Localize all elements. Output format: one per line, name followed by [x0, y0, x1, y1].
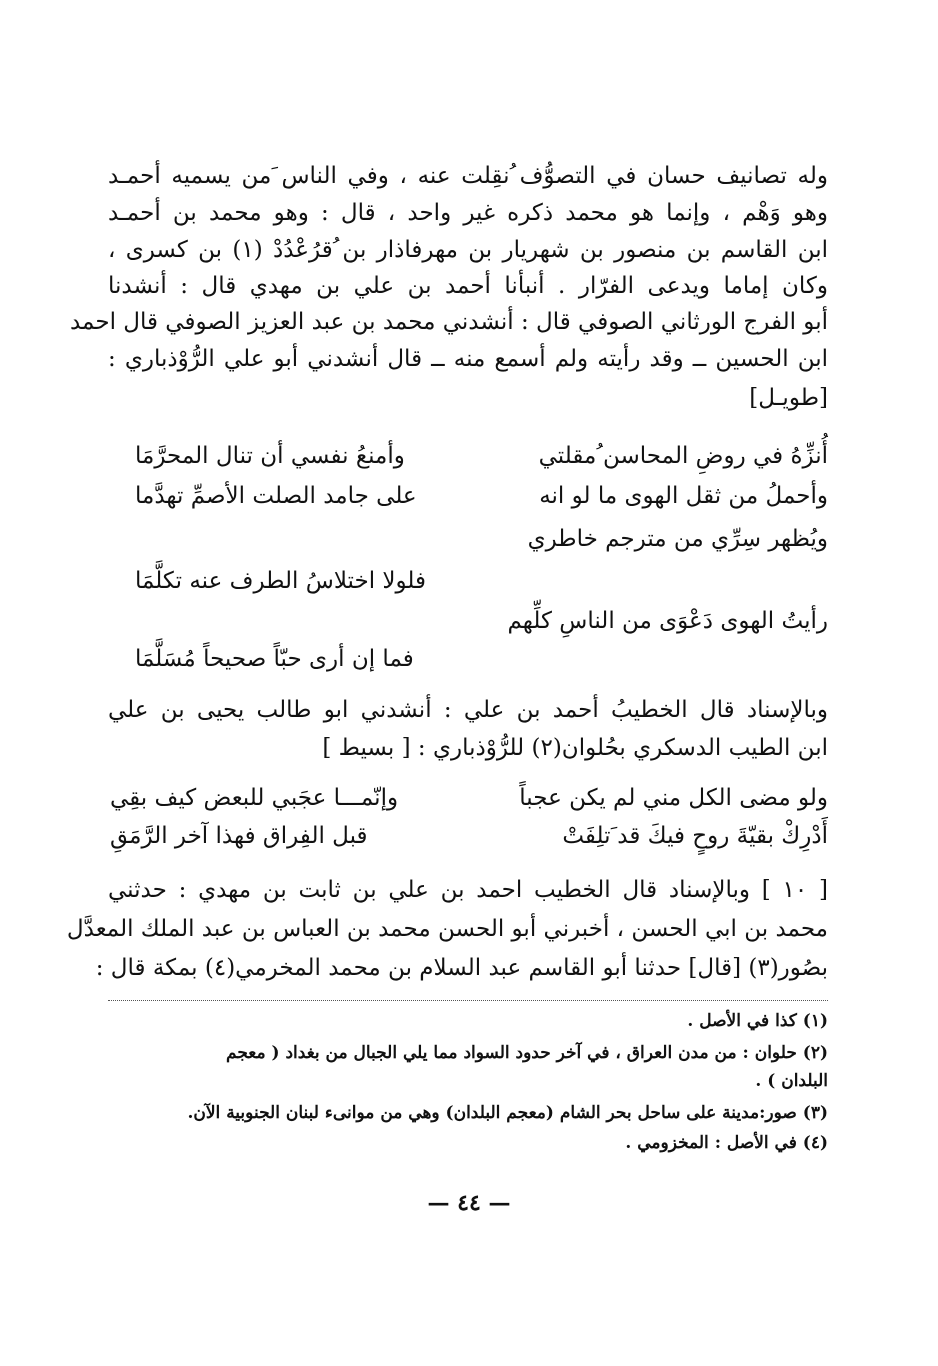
text-line: وهو وَهْم ، وإنما هو محمد ذكره غير واحد ، قال : وهو محمد بن أحمـد	[108, 200, 828, 226]
verse-hemistich-right: وأحملُ من ثقل الهوى ما لو انه	[539, 483, 828, 509]
verse-hemistich-right: أُنزِّهُ في روضِ المحاسن ُمقلتي	[538, 443, 828, 469]
text-line: وبالإسناد قال الخطيبُ أحمد بن علي : أنشدني ابو طالب يحيى بن علي	[108, 697, 828, 723]
verse-hemistich-left: قبل الفِراق فهذا آخر الرَّمَقِ	[110, 823, 368, 849]
text-line: ابن القاسم بن منصور بن شهريار بن مهرفاذار بن ُقرُعْدُدْ (١) بن كسرى ،	[108, 237, 828, 263]
footnote-separator	[108, 1000, 828, 1001]
footnote: (٤) في الأصل : المخزومي .	[625, 1133, 828, 1153]
footnote: (٢) حلوان : من مدن العراق ، في آخر حدود السواد مما يلي الجبال من بغداد ( معجم	[226, 1043, 828, 1063]
footnote: (١) كذا في الأصل .	[687, 1011, 828, 1031]
verse-hemistich-left: وإنّمـــا عجَبي للبعض كيف بقِي	[110, 785, 399, 811]
verse-hemistich-right: ولو مضى الكل مني لم يكن عجباً	[519, 785, 828, 811]
meter-label: [طويـل]	[749, 385, 828, 411]
text-line: وله تصانيف حسان في التصوُّف ُنقِلت عنه ، وفي الناس َمن يسميه أحمـد	[108, 163, 828, 189]
verse-hemistich-right: أَدْرِكْ بقيّةَ روحٍ فيكَ قد َتلِفَتْ	[562, 823, 828, 849]
page-number: — ٤٤ —	[427, 1190, 511, 1216]
text-line: ابن الطيب الدسكري بحُلوان(٢) للرُّوْذباري : [ بسيط ]	[322, 735, 828, 761]
text-line: ابن الحسين ــ وقد رأيته ولم أسمع منه ــ قال أنشدني أبو علي الرُّوْذباري :	[108, 346, 828, 372]
verse-hemistich-left: على جامد الصلت الأصمِّ تهدَّما	[135, 483, 417, 509]
text-line: بصُور(٣) [قال] حدثنا أبو القاسم عبد السلام بن محمد المخرمي(٤) بمكة قال :	[95, 955, 828, 981]
verse-hemistich-left: فلولا اختلاسُ الطرف عنه تكلَّمَا	[135, 568, 427, 594]
verse-hemistich-left: فما إن أرى حبّاً صحيحاً مُسَلَّمَا	[135, 646, 414, 672]
verse-hemistich-left: وأمنعُ نفسي أن تنال المحرَّمَا	[135, 443, 405, 469]
text-line: [ ١٠ ] وبالإسناد قال الخطيب احمد بن علي بن ثابت بن مهدي : حدثني	[108, 877, 828, 903]
verse-hemistich-right: رأيتُ الهوى دَعْوَى من الناسِ كلِّهم	[507, 608, 828, 634]
verse-hemistich-right: ويُظهر سِرِّي من مترجم خاطري	[527, 526, 828, 552]
footnote: (٣) صور:مدينة على ساحل بحر الشام (معجم البلدان) وهي من موانىء لبنان الجنوبية الآن.	[187, 1103, 828, 1123]
footnote: البلدان ) .	[755, 1071, 828, 1091]
text-line: أبو الفرج الورثاني الصوفي قال : أنشدني محمد بن عبد العزيز الصوفي قال احمد	[69, 309, 828, 335]
text-line: محمد بن ابي الحسن ، أخبرني أبو الحسن محمد بن العباس بن عبد الملك المعدَّل	[66, 916, 828, 942]
text-line: وكان إماما ويدعى الفرّار . أنبأنا أحمد بن علي بن مهدي قال : أنشدنا	[108, 273, 828, 299]
